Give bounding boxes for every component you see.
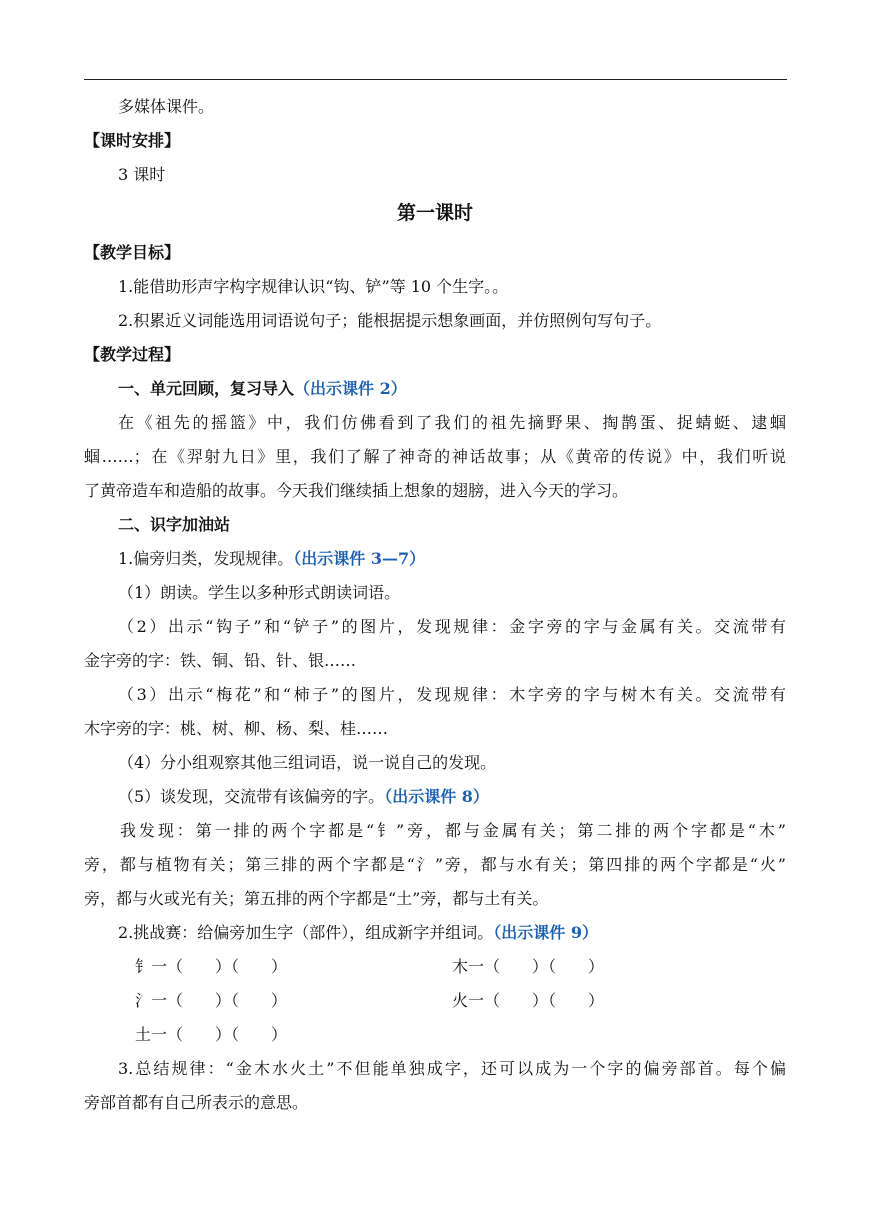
exercise-water: 氵一（ ）（ ）	[135, 991, 288, 1010]
part1-title: 一、单元回顾，复习导入	[118, 379, 295, 398]
goals-heading: 【教学目标】	[84, 243, 181, 262]
sub-step-5-text: （5）谈发现，交流带有该偏旁的字。	[118, 787, 385, 806]
sub-step-5-slide-ref: （出示课件 8）	[384, 787, 489, 806]
part1-heading	[118, 379, 407, 399]
step2-slide-ref: （出示课件 9）	[493, 923, 598, 942]
step2-text: 2.挑战赛：给偏旁加生字（部件），组成新字并组词。	[118, 923, 494, 942]
finding-line-1: 我发现：第一排的两个字都是“钅”旁，都与金属有关；第二排的两个字都是“木”	[120, 821, 786, 840]
exercise-fire: 火一（ ）（ ）	[452, 991, 605, 1010]
step2-line	[118, 923, 598, 943]
part1-paragraph-line-3: 了黄帝造车和造船的故事。今天我们继续插上想象的翅膀，进入今天的学习。	[84, 481, 629, 500]
finding-line-3: 旁，都与火或光有关；第五排的两个字都是“土”旁，都与土有关。	[84, 889, 549, 908]
exercise-wood: 木一（ ）（ ）	[452, 957, 605, 976]
step3-line-1: 3.总结规律：“金木水火土”不但能单独成字，还可以成为一个字的偏旁部首。每个偏	[118, 1059, 786, 1078]
exercise-earth: 土一（ ）（ ）	[135, 1025, 288, 1044]
finding-line-2: 旁，都与植物有关；第三排的两个字都是“氵”旁，都与水有关；第四排的两个字都是“火”	[84, 855, 786, 874]
sub-step-3-line-2: 木字旁的字：桃、树、柳、杨、梨、桂……	[84, 719, 389, 738]
sub-step-5	[118, 787, 489, 807]
materials-text: 多媒体课件。	[118, 97, 215, 116]
part1-slide-ref: （出示课件 2）	[294, 379, 407, 398]
part2-title: 二、识字加油站	[118, 515, 231, 534]
goal-1: 1.能借助形声字构字规律认识“钩、铲”等 10 个生字。。	[118, 277, 509, 296]
lesson-title: 第一课时	[396, 202, 473, 224]
sub-step-2-line-1: （2）出示“钩子”和“铲子”的图片，发现规律：金字旁的字与金属有关。交流带有	[118, 617, 786, 636]
sub-step-4: （4）分小组观察其他三组词语，说一说自己的发现。	[118, 753, 497, 772]
part1-paragraph-line-1: 在《祖先的摇篮》中，我们仿佛看到了我们的祖先摘野果、掏鹊蛋、捉蜻蜓、逮蝈	[118, 413, 786, 432]
process-heading: 【教学过程】	[84, 345, 181, 364]
schedule-heading: 【课时安排】	[84, 131, 181, 150]
step1-line	[118, 549, 425, 569]
schedule-value: 3 课时	[118, 165, 166, 184]
part1-paragraph-line-2: 蝈……；在《羿射九日》里，我们了解了神奇的神话故事；从《黄帝的传说》中，我们听说	[84, 447, 786, 466]
step1-slide-ref: （出示课件 3—7）	[293, 549, 426, 568]
header-rule	[84, 79, 787, 80]
exercise-metal: 钅一（ ）（ ）	[135, 957, 288, 976]
step3-line-2: 旁部首都有自己所表示的意思。	[84, 1093, 309, 1112]
step1-text: 1.偏旁归类，发现规律。	[118, 549, 294, 568]
sub-step-1: （1）朗读。学生以多种形式朗读词语。	[118, 583, 401, 602]
sub-step-2-line-2: 金字旁的字：铁、铜、铅、针、银……	[84, 651, 357, 670]
sub-step-3-line-1: （3）出示“梅花”和“柿子”的图片，发现规律：木字旁的字与树木有关。交流带有	[118, 685, 786, 704]
goal-2: 2.积累近义词能选用词语说句子；能根据提示想象画面，并仿照例句写句子。	[118, 311, 662, 330]
